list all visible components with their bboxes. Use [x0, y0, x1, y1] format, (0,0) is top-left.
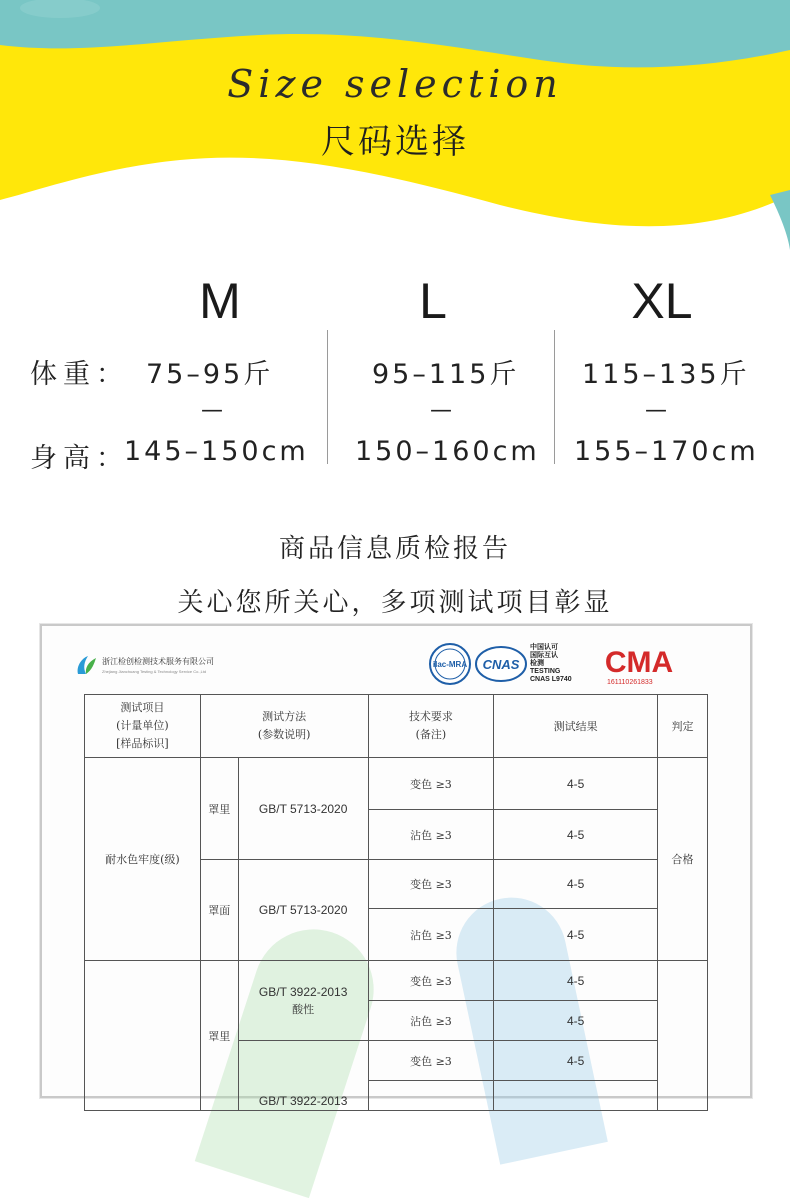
column-divider — [554, 330, 555, 464]
test-method: GB/T 3922-2013 酸性 — [238, 961, 368, 1041]
cnas-text — [530, 644, 572, 684]
cma-logo-icon — [606, 644, 672, 678]
company-name: 浙江检创检测技术服务有限公司 — [102, 657, 214, 666]
verdict-cell — [658, 961, 708, 1111]
requirement-cell: 变色 ≥3 — [368, 860, 494, 909]
requirement-cell: 变色 ≥3 — [368, 758, 494, 810]
test-item-name: 耐水色牢度(级) — [85, 758, 201, 961]
requirement-cell: 变色 ≥3 — [368, 961, 494, 1001]
result-cell: 4-5 — [494, 758, 658, 810]
header-test-item: 测试项目 (计量单位) [样品标识] — [85, 695, 201, 758]
size-header-m: M — [199, 273, 241, 329]
quality-report — [40, 624, 752, 1108]
report-heading: 商品信息质检报告 — [278, 534, 511, 564]
height-m: 145–150cm — [124, 436, 309, 467]
report-table — [84, 694, 708, 1111]
test-method: GB/T 5713-2020 — [238, 860, 368, 961]
result-cell — [494, 1081, 658, 1111]
result-cell: 4-5 — [494, 810, 658, 860]
test-method: GB/T 5713-2020 — [238, 758, 368, 860]
height-label: 身高： — [30, 443, 129, 474]
requirement-cell: 沾色 ≥3 — [368, 1001, 494, 1041]
title-english: Size selection — [227, 62, 563, 106]
table-row — [85, 961, 708, 1001]
height-l: 150–160cm — [355, 436, 540, 467]
result-cell: 4-5 — [494, 1041, 658, 1081]
title-chinese: 尺码选择 — [321, 122, 469, 162]
requirement-cell: 沾色 ≥3 — [368, 909, 494, 961]
cnas-text-line: TESTING — [530, 668, 561, 675]
ilac-mra-logo-icon — [428, 642, 472, 686]
weight-m: 75–95斤 — [146, 359, 274, 390]
cnas-text-line: 检测 — [530, 660, 544, 667]
result-cell: 4-5 — [494, 909, 658, 961]
requirement-cell: 变色 ≥3 — [368, 1041, 494, 1081]
table-header-row — [85, 695, 708, 758]
size-header-xl: XL — [631, 273, 693, 329]
company-name-english: Zhejiang Jianchuang Testing & Technology Service Co.,Ltd — [102, 669, 207, 674]
requirement-cell: 沾色 ≥3 — [368, 810, 494, 860]
column-divider — [327, 330, 328, 464]
cnas-text-line: 中国认可 — [530, 644, 558, 651]
test-method: GB/T 3922-2013 — [238, 1041, 368, 1111]
result-cell: 4-5 — [494, 961, 658, 1001]
table-row — [85, 758, 708, 810]
test-item-name — [85, 961, 201, 1111]
header-test-method: 测试方法 (参数说明) — [200, 695, 368, 758]
cnas-label: CNAS — [482, 657, 520, 672]
report-subheading: 关心您所关心，多项测试项目彰显 — [177, 588, 613, 618]
header-requirement: 技术要求 (备注) — [368, 695, 494, 758]
company-logo-icon — [74, 652, 100, 678]
ma-label: CMA — [604, 646, 674, 679]
ma-number: 161110261833 — [607, 679, 653, 686]
size-header-l: L — [419, 273, 447, 329]
weight-xl: 115–135斤 — [582, 359, 750, 390]
height-xl: 155–170cm — [574, 436, 759, 467]
sub-label: 罩面 — [200, 860, 238, 961]
requirement-cell — [368, 1081, 494, 1111]
ilac-label: ilac-MRA — [432, 660, 468, 669]
cnas-logo-icon — [474, 642, 528, 686]
weight-label: 体重： — [30, 359, 129, 390]
cnas-text-line: 国际互认 — [530, 652, 558, 659]
header-verdict: 判定 — [658, 695, 708, 758]
header-result: 测试结果 — [494, 695, 658, 758]
result-cell: 4-5 — [494, 1001, 658, 1041]
weight-l: 95–115斤 — [372, 359, 520, 390]
sub-label: 罩里 — [200, 961, 238, 1111]
sub-label: 罩里 — [200, 758, 238, 860]
dash-l: — — [430, 398, 452, 423]
cnas-text-line: CNAS L9740 — [530, 676, 572, 683]
result-cell: 4-5 — [494, 860, 658, 909]
dash-m: — — [201, 398, 223, 423]
dash-xl: — — [645, 398, 667, 423]
verdict-cell: 合格 — [658, 758, 708, 961]
